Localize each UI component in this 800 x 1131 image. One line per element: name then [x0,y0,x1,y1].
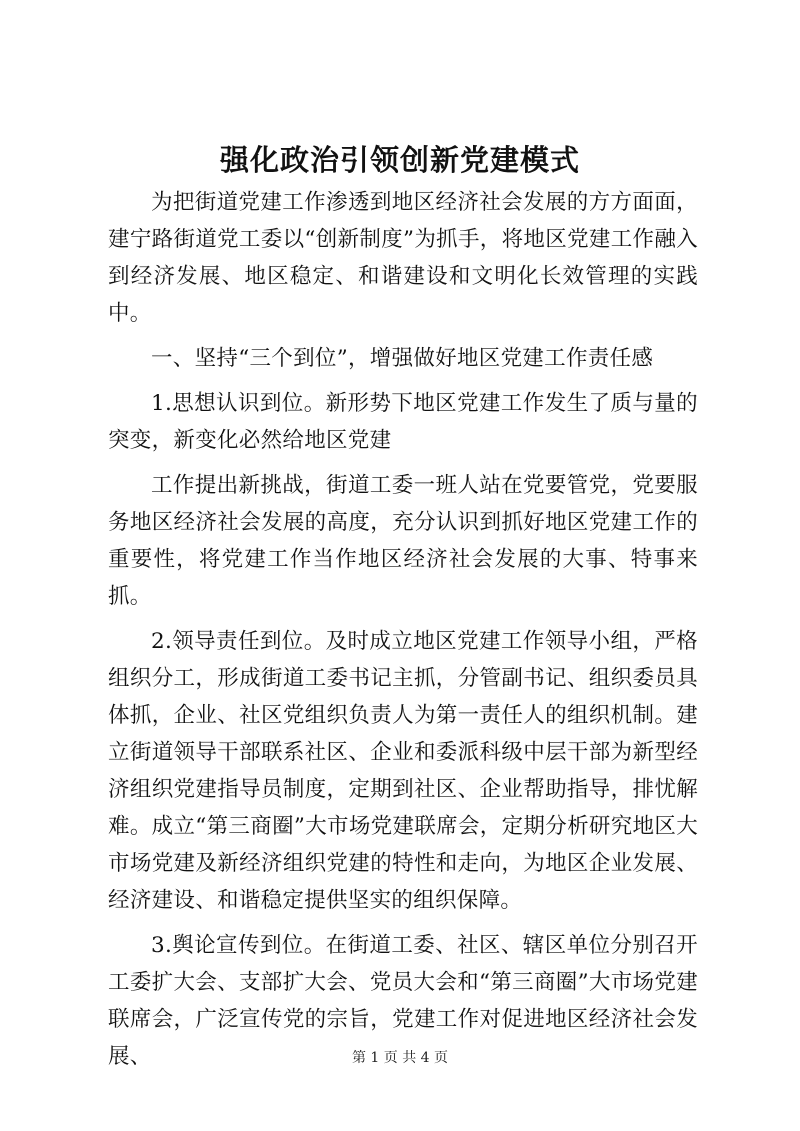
page-number-footer: 第 1 页 共 4 页 [351,1050,449,1066]
section-heading-1: 一、坚持“三个到位”，增强做好地区党建工作责任感 [151,346,654,371]
paragraph-intro: 为把街道党建工作渗透到地区经济社会发展的方方面面，建宁路街道党工委以“创新制度”为抓手，将地区党建工作融入到经济发展、地区稳定、和谐建设和文明化长效管理的实践中。 [108,190,698,326]
paragraph-item-1: 1.思想认识到位。新形势下地区党建工作发生了质与量的突变，新变化必然给地区党建 [108,391,698,453]
document-title: 强化政治引领创新党建模式 [219,143,580,177]
document-body [108,184,698,1075]
paragraph-item-3: 3.舆论宣传到位。在街道工委、社区、辖区单位分别召开工委扩大会、支部扩大会、党员大会和“第三商圈”大市场党建联席会，广泛宣传党的宗旨，党建工作对促进地区经济社会发展、 [108,933,698,1069]
paragraph-item-2: 2.领导责任到位。及时成立地区党建工作领导小组，严格组织分工，形成街道工委书记主抓，分管副书记、组织委员具体抓，企业、社区党组织负责人为第一责任人的组织机制。建立街道领导干部联系社区、企业和委派科级中层干部为新型经济组织党建指导员制度，定期到社区、企业帮助指导，排忧解难。成立“第三商圈”大市场党建联席会，定期分析研究地区大市场党建及新经济组织党建的特性和走向，为地区企业发展、经济建设、和谐稳定提供坚实的组织保障。 [108,629,698,913]
paragraph-item-1-continued: 工作提出新挑战，街道工委一班人站在党要管党，党要服务地区经济社会发展的高度，充分认识到抓好地区党建工作的重要性，将党建工作当作地区经济社会发展的大事、特事来抓。 [108,473,698,609]
